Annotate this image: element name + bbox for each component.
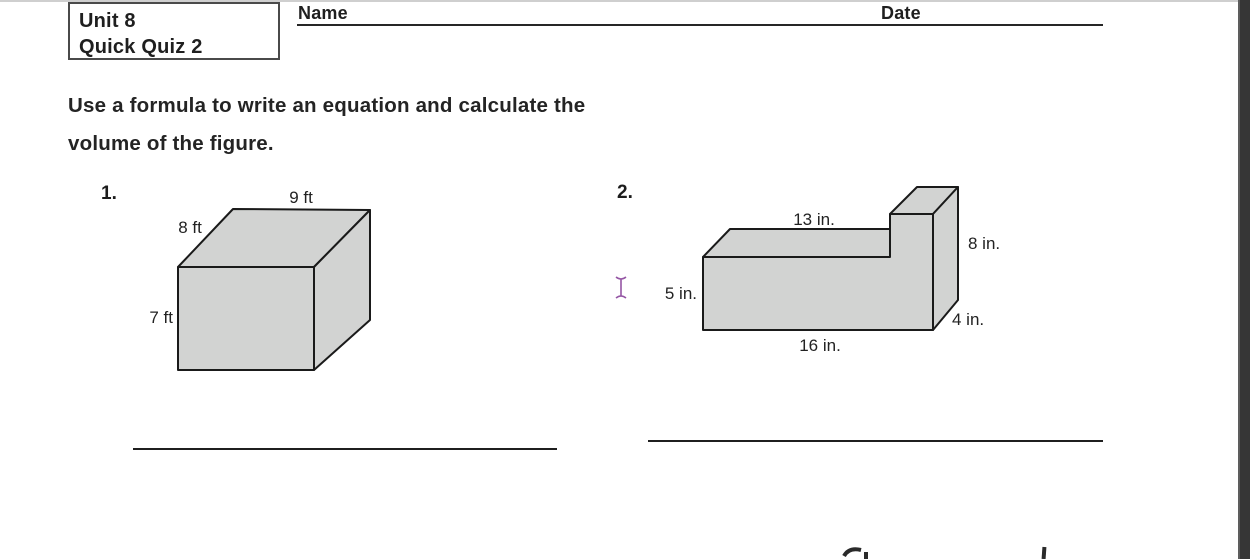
instructions-line2: volume of the figure. — [68, 132, 274, 155]
answer-blank-2[interactable] — [648, 440, 1103, 442]
problem-1-number: 1. — [101, 183, 117, 204]
prism1-depth-dimension: 8 ft — [178, 218, 202, 237]
name-label: Name — [298, 3, 348, 23]
lsolid-bottom-dimension: 16 in. — [799, 336, 841, 355]
lsolid-top-dimension: 13 in. — [793, 210, 835, 229]
window-edge-scrollbar[interactable] — [1238, 0, 1250, 559]
cutoff-text-fragment — [830, 543, 1070, 559]
lsolid-left-height-dimension: 5 in. — [664, 284, 697, 303]
unit-title: Unit 8 — [79, 10, 136, 32]
quiz-title: Quick Quiz 2 — [79, 36, 203, 58]
problem-2-number: 2. — [617, 182, 633, 203]
figure-2-l-solid — [610, 178, 1010, 360]
prism1-height-dimension: 7 ft — [149, 308, 173, 327]
quiz-title-box — [68, 2, 280, 60]
instructions-line1: Use a formula to write an equation and calculate the — [68, 94, 586, 117]
figure-1-prism — [95, 178, 390, 385]
prism1-top-dimension: 9 ft — [289, 188, 313, 207]
instructions-text — [68, 87, 768, 163]
lsolid-right-height-dimension: 8 in. — [968, 234, 1001, 253]
lsolid-long-top-face — [703, 229, 890, 257]
name-date-blank-line[interactable] — [297, 24, 1103, 26]
date-label: Date — [881, 3, 921, 23]
lsolid-depth-dimension: 4 in. — [952, 310, 985, 329]
answer-blank-1[interactable] — [133, 448, 557, 450]
text-ibeam-cursor — [614, 275, 628, 300]
prism1-front-face — [178, 267, 314, 370]
